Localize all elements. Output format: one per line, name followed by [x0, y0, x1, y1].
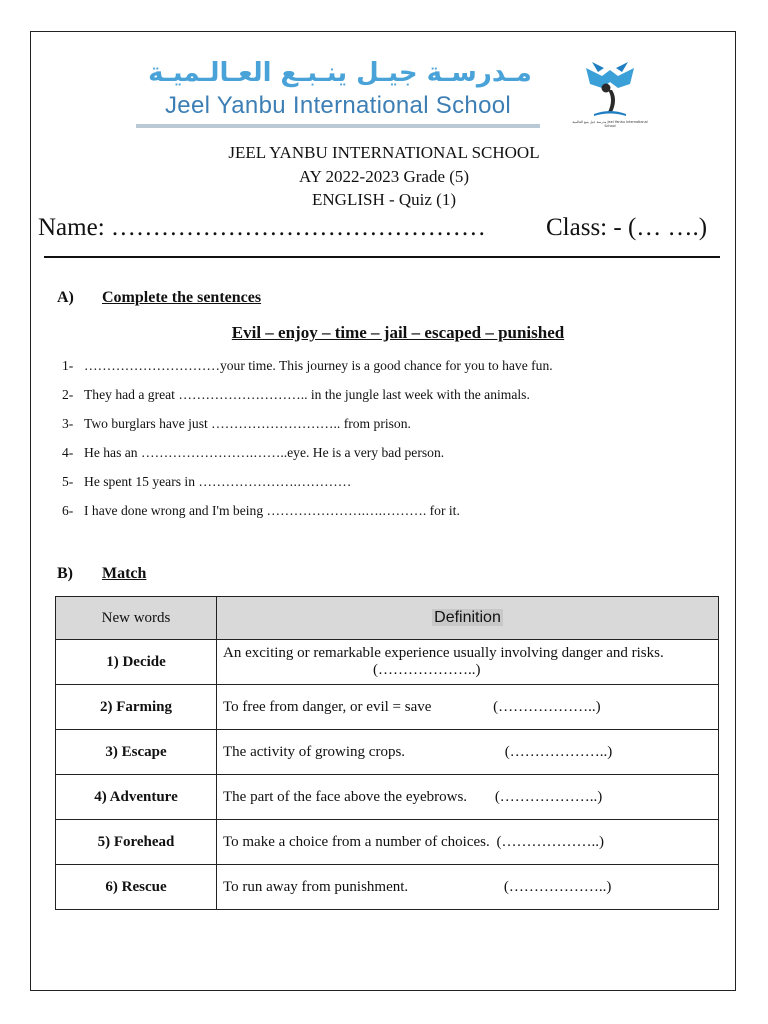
- definition-text: To free from danger, or evil = save: [223, 698, 432, 715]
- sentence-number: 2-: [62, 387, 74, 402]
- school-title: JEEL YANBU INTERNATIONAL SCHOOL: [228, 143, 540, 162]
- answer-blank[interactable]: (………………..): [494, 788, 603, 805]
- table-row: [56, 820, 719, 865]
- section-a-title: Complete the sentences: [102, 289, 262, 306]
- definition-text: An exciting or remarkable experience usually involving danger and risks.: [223, 645, 664, 661]
- sentence-2[interactable]: [62, 387, 530, 403]
- word-bank: Evil – enjoy – time – jail – escaped – punished: [231, 323, 565, 342]
- match-definition: [217, 820, 719, 865]
- match-table: [55, 596, 719, 910]
- school-logo-english: Jeel Yanbu International School: [165, 92, 511, 119]
- header-definition: [217, 597, 719, 640]
- table-row: [56, 685, 719, 730]
- table-row: [56, 865, 719, 910]
- name-field[interactable]: Name: ………………………………………: [38, 214, 486, 241]
- match-word: 1) Decide: [56, 640, 217, 685]
- match-definition: [217, 865, 719, 910]
- sentence-3[interactable]: [62, 416, 411, 432]
- answer-blank[interactable]: (………………..): [504, 743, 613, 760]
- school-arabic-name: مـدرسـة جيـل ينـبـع العـالـميـة: [148, 58, 532, 88]
- definition-text: To make a choice from a number of choices.: [223, 833, 490, 850]
- sentence-text: I have done wrong and I'm being ………………….….………. for it.: [84, 503, 460, 518]
- table-header-row: [56, 597, 719, 640]
- sentence-number: 1-: [62, 358, 74, 373]
- definition-text: The part of the face above the eyebrows.: [223, 788, 468, 805]
- sentence-text: He has an …………………….……..eye. He is a very bad person.: [84, 445, 445, 460]
- match-word: 3) Escape: [56, 730, 217, 775]
- sentence-number: 3-: [62, 416, 74, 431]
- sentence-5[interactable]: [62, 474, 351, 490]
- subject-title: ENGLISH - Quiz (1): [312, 190, 456, 209]
- definition-text: The activity of growing crops.: [223, 743, 406, 760]
- table-row: [56, 775, 719, 820]
- sentence-text: Two burglars have just ……………………….. from prison.: [84, 416, 411, 431]
- answer-blank[interactable]: (………………..): [503, 878, 612, 895]
- logo-underline: [136, 124, 540, 128]
- sentence-number: 6-: [62, 503, 74, 518]
- sentence-text: They had a great ……………………….. in the jungle last week with the animals.: [84, 387, 530, 402]
- header-divider: [44, 256, 720, 258]
- sentence-number: 5-: [62, 474, 74, 489]
- sentence-1[interactable]: [62, 358, 553, 374]
- header-new-words: New words: [56, 597, 217, 640]
- answer-blank[interactable]: (………………..): [373, 662, 481, 678]
- answer-blank[interactable]: (………………..): [493, 698, 601, 715]
- sentence-text: He spent 15 years in ………………….…………: [84, 474, 352, 489]
- answer-blank[interactable]: (………………..): [496, 833, 605, 850]
- sentence-text: …………………………your time. This journey is a good chance for you to have fun.: [84, 358, 553, 373]
- class-field[interactable]: Class: - (… ….): [546, 214, 708, 241]
- sentence-number: 4-: [62, 445, 74, 460]
- match-word: 6) Rescue: [56, 865, 217, 910]
- sentence-6[interactable]: [62, 503, 460, 519]
- table-row: [56, 730, 719, 775]
- match-word: 4) Adventure: [56, 775, 217, 820]
- match-definition: [217, 775, 719, 820]
- section-b-letter: B): [57, 565, 73, 582]
- school-emblem-icon: [572, 58, 648, 132]
- match-word: 2) Farming: [56, 685, 217, 730]
- definition-text: To run away from punishment.: [223, 878, 409, 895]
- match-definition: [217, 685, 719, 730]
- school-logo: [130, 58, 550, 130]
- table-row: [56, 640, 719, 685]
- year-grade: AY 2022-2023 Grade (5): [298, 167, 470, 186]
- match-word: 5) Forehead: [56, 820, 217, 865]
- section-b-title: Match: [102, 565, 147, 582]
- sentence-4[interactable]: [62, 445, 444, 461]
- match-definition: [217, 640, 719, 685]
- emblem-caption: مدرسة جيل ينبع العالمية Jeel Yanbu International School: [572, 120, 648, 128]
- section-a-letter: A): [57, 289, 74, 306]
- header-definition-label: Definition: [434, 609, 501, 626]
- match-definition: [217, 730, 719, 775]
